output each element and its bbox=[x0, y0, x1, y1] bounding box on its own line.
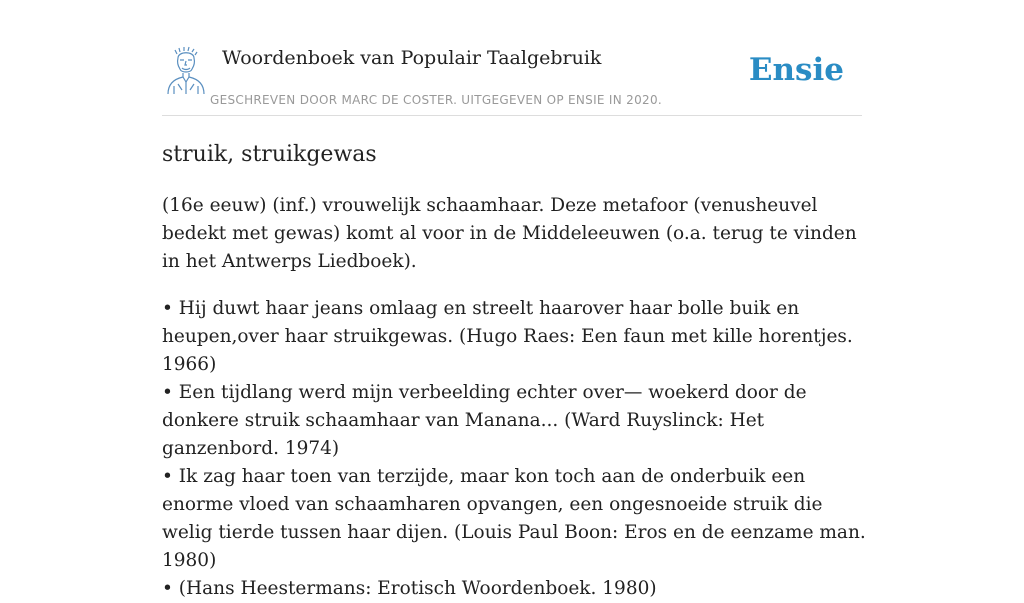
header bbox=[162, 40, 862, 116]
book-title[interactable]: Woordenboek van Populair Taalgebruik bbox=[222, 47, 602, 69]
quote-item: • Een tijdlang werd mijn verbeelding echter over— woekerd door de donkere struik schaamhaar van Manana... (Ward Ruyslinck: Het ganzenbord. 1974) bbox=[162, 382, 807, 459]
author-portrait-icon bbox=[164, 46, 208, 96]
quotes-list bbox=[162, 295, 872, 603]
quote-item: • (Hans Heestermans: Erotisch Woordenboek. 1980) bbox=[162, 578, 657, 599]
entry-definition: (16e eeuw) (inf.) vrouwelijk schaamhaar. Deze metafoor (venusheuvel bedekt met gewas) komt al voor in de Middeleeuwen (o.a. terug te vinden in het Antwerps Liedboek). bbox=[162, 195, 857, 272]
quote-item: • Ik zag haar toen van terzijde, maar kon toch aan de onderbuik een enorme vloed van schaamharen opvangen, een ongesnoeide struik die welig tierde tussen haar dijen. (Louis Paul Boon: Eros en de eenzame man. 1980) bbox=[162, 466, 866, 571]
byline: GESCHREVEN DOOR MARC DE COSTER. UITGEGEVEN OP ENSIE IN 2020. bbox=[210, 93, 662, 107]
entry-title: struik, struikgewas bbox=[162, 142, 377, 167]
quote-item: • Hij duwt haar jeans omlaag en streelt haarover haar bolle buik en heupen,over haar struikgewas. (Hugo Raes: Een faun met kille horentjes. 1966) bbox=[162, 298, 853, 375]
brand-logo[interactable]: Ensie bbox=[748, 52, 844, 88]
